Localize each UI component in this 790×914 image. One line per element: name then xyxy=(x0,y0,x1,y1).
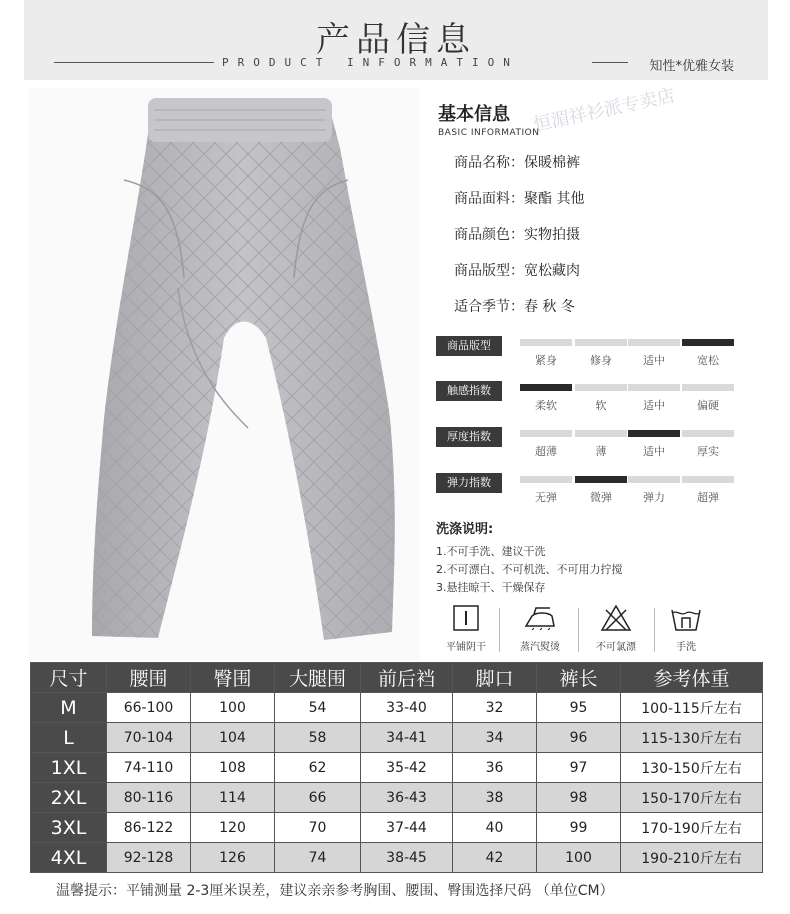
table-cell: 40 xyxy=(453,813,537,843)
scale-segment-selected xyxy=(575,476,627,483)
table-cell: 74 xyxy=(275,843,361,873)
table-cell: 54 xyxy=(275,693,361,723)
scale-segment xyxy=(520,339,572,346)
scale-option-label: 适中 xyxy=(643,399,665,412)
scale-segment xyxy=(628,476,680,483)
table-cell: 104 xyxy=(191,723,275,753)
table-cell: 99 xyxy=(537,813,621,843)
table-cell: 92-128 xyxy=(107,843,191,873)
scale-label: 厚度指数 xyxy=(436,427,502,447)
size-label: L xyxy=(31,723,107,753)
table-row xyxy=(31,693,763,723)
page-title: 产品信息 xyxy=(316,20,476,60)
table-row xyxy=(31,753,763,783)
info-row-color: 商品颜色：实物拍摄 xyxy=(454,227,580,243)
table-cell: 95 xyxy=(537,693,621,723)
column-header: 腰围 xyxy=(107,663,191,693)
scale-option-label: 超薄 xyxy=(535,445,557,458)
washing-line-1: 1.不可手洗、建议干洗 xyxy=(436,545,546,558)
size-label: 4XL xyxy=(31,843,107,873)
scale-row xyxy=(436,336,736,366)
washing-line-2: 2.不可漂白、不可机洗、不可用力拧搅 xyxy=(436,563,623,576)
washing-title: 洗涤说明: xyxy=(436,522,494,537)
scale-label: 触感指数 xyxy=(436,381,502,401)
table-row xyxy=(31,783,763,813)
table-cell: 38 xyxy=(453,783,537,813)
scale-segment-selected xyxy=(682,339,734,346)
care-separator xyxy=(499,608,500,652)
scale-row xyxy=(436,427,736,457)
scale-option-label: 超弹 xyxy=(697,491,719,504)
table-cell: 170-190斤左右 xyxy=(621,813,763,843)
scale-segment-selected xyxy=(520,384,572,391)
scale-label: 弹力指数 xyxy=(436,473,502,493)
washing-line-3: 3.悬挂晾干、干燥保存 xyxy=(436,581,546,594)
table-cell: 100 xyxy=(191,693,275,723)
table-cell: 100 xyxy=(537,843,621,873)
scale-option-label: 适中 xyxy=(643,354,665,367)
table-row xyxy=(31,723,763,753)
table-cell: 42 xyxy=(453,843,537,873)
size-table-header xyxy=(31,663,763,693)
table-row xyxy=(31,843,763,873)
scale-row xyxy=(436,381,736,411)
info-row-fabric: 商品面料：聚酯 其他 xyxy=(454,191,585,207)
scale-segment xyxy=(520,476,572,483)
table-cell: 32 xyxy=(453,693,537,723)
column-header: 臀围 xyxy=(191,663,275,693)
column-header: 尺寸 xyxy=(31,663,107,693)
column-header: 前后裆 xyxy=(361,663,453,693)
table-cell: 34 xyxy=(453,723,537,753)
scale-option-label: 微弹 xyxy=(590,491,612,504)
header-banner xyxy=(24,0,768,80)
scale-option-label: 修身 xyxy=(590,354,612,367)
table-cell: 96 xyxy=(537,723,621,753)
table-cell: 38-45 xyxy=(361,843,453,873)
size-label: 3XL xyxy=(31,813,107,843)
scale-option-label: 厚实 xyxy=(697,445,719,458)
scale-segment xyxy=(682,476,734,483)
size-label: 1XL xyxy=(31,753,107,783)
table-cell: 37-44 xyxy=(361,813,453,843)
watermark: 恒湄祥衫派专卖店 xyxy=(531,85,677,136)
scale-option-label: 无弹 xyxy=(535,491,557,504)
table-cell: 58 xyxy=(275,723,361,753)
measurement-note: 温馨提示：平铺测量 2-3厘米误差，建议亲亲参考胸围、腰围、臀围选择尺码 （单位CM） xyxy=(56,883,614,899)
table-row xyxy=(31,813,763,843)
table-cell: 150-170斤左右 xyxy=(621,783,763,813)
hand-wash-icon: 手洗 xyxy=(656,604,716,653)
size-table xyxy=(30,662,763,873)
scale-option-label: 弹力 xyxy=(643,491,665,504)
table-cell: 74-110 xyxy=(107,753,191,783)
size-label: M xyxy=(31,693,107,723)
table-cell: 80-116 xyxy=(107,783,191,813)
size-label: 2XL xyxy=(31,783,107,813)
table-cell: 100-115斤左右 xyxy=(621,693,763,723)
table-cell: 97 xyxy=(537,753,621,783)
scale-segment xyxy=(575,339,627,346)
flat-dry-shade-icon: 平铺阴干 xyxy=(436,604,496,653)
scale-option-label: 紧身 xyxy=(535,354,557,367)
table-cell: 115-130斤左右 xyxy=(621,723,763,753)
column-header: 脚口 xyxy=(453,663,537,693)
table-cell: 35-42 xyxy=(361,753,453,783)
header-rule-left xyxy=(54,62,214,63)
scale-segment xyxy=(575,430,627,437)
table-cell: 70-104 xyxy=(107,723,191,753)
table-cell: 126 xyxy=(191,843,275,873)
table-cell: 120 xyxy=(191,813,275,843)
table-cell: 114 xyxy=(191,783,275,813)
scale-option-label: 薄 xyxy=(595,445,607,458)
basic-info-header xyxy=(438,100,778,138)
table-cell: 34-41 xyxy=(361,723,453,753)
scale-segment xyxy=(520,430,572,437)
brand-tag: 知性*优雅女装 xyxy=(649,59,734,74)
table-cell: 36 xyxy=(453,753,537,783)
table-cell: 98 xyxy=(537,783,621,813)
basic-info-title: 基本信息 xyxy=(438,104,510,125)
table-cell: 66 xyxy=(275,783,361,813)
steam-iron-icon: 蒸汽熨烫 xyxy=(510,604,570,653)
scale-option-label: 柔软 xyxy=(535,399,557,412)
no-bleach-icon: 不可氯漂 xyxy=(586,604,646,653)
table-cell: 86-122 xyxy=(107,813,191,843)
table-cell: 36-43 xyxy=(361,783,453,813)
page-subtitle: PRODUCT INFORMATION xyxy=(222,56,519,69)
table-cell: 33-40 xyxy=(361,693,453,723)
scale-segment xyxy=(628,384,680,391)
table-cell: 108 xyxy=(191,753,275,783)
scale-segment-selected xyxy=(628,430,680,437)
care-separator xyxy=(654,608,655,652)
table-cell: 190-210斤左右 xyxy=(621,843,763,873)
basic-info-subtitle: BASIC INFORMATION xyxy=(438,128,540,138)
scale-label: 商品版型 xyxy=(436,336,502,356)
scale-segment xyxy=(628,339,680,346)
table-cell: 62 xyxy=(275,753,361,783)
scale-option-label: 宽松 xyxy=(697,354,719,367)
column-header: 大腿围 xyxy=(275,663,361,693)
product-photo xyxy=(28,88,420,660)
table-cell: 70 xyxy=(275,813,361,843)
scale-segment xyxy=(682,384,734,391)
scale-option-label: 适中 xyxy=(643,445,665,458)
care-separator xyxy=(578,608,579,652)
scale-option-label: 软 xyxy=(595,399,607,412)
table-cell: 130-150斤左右 xyxy=(621,753,763,783)
header-rule-right xyxy=(592,62,628,63)
table-cell: 66-100 xyxy=(107,693,191,723)
column-header: 参考体重 xyxy=(621,663,763,693)
column-header: 裤长 xyxy=(537,663,621,693)
info-row-season: 适合季节：春 秋 冬 xyxy=(454,299,575,315)
info-row-name: 商品名称：保暖棉裤 xyxy=(454,155,580,171)
scale-row xyxy=(436,473,736,503)
scale-segment xyxy=(575,384,627,391)
scale-segment xyxy=(682,430,734,437)
scale-option-label: 偏硬 xyxy=(697,399,719,412)
info-row-fit: 商品版型：宽松藏肉 xyxy=(454,263,580,279)
